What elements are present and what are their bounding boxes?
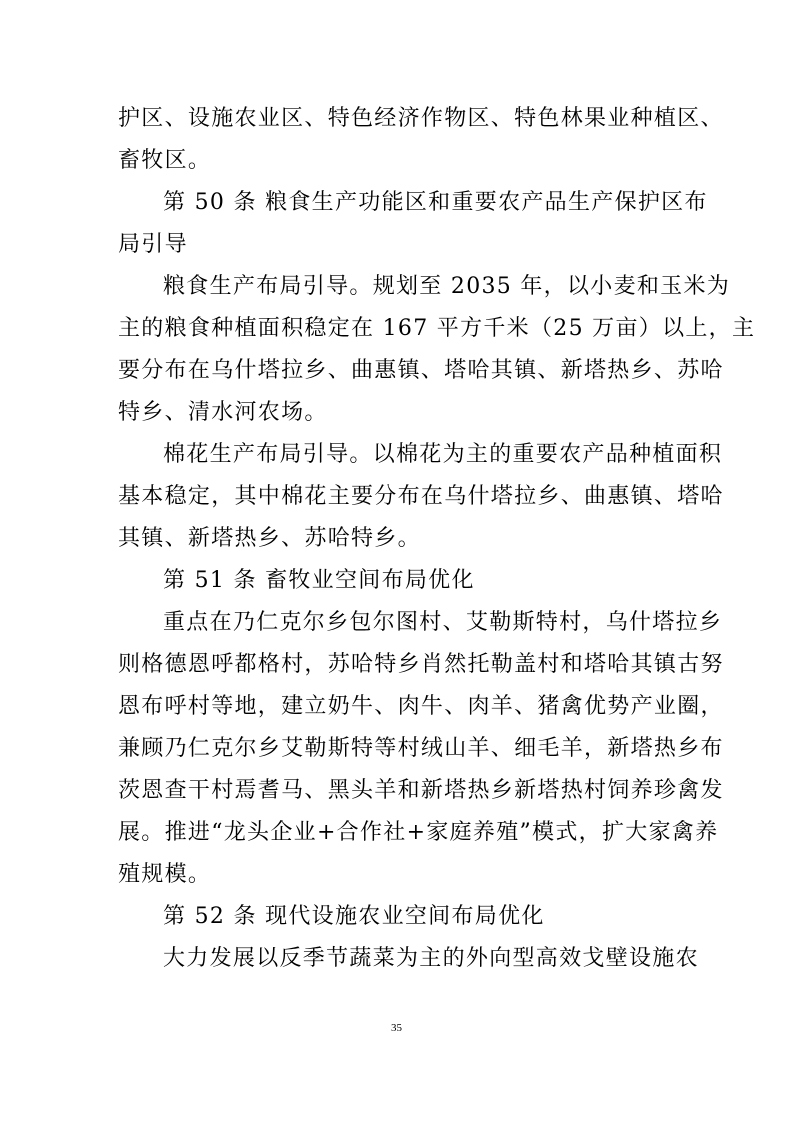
body-text-line: 兼顾乃仁克尔乡艾勒斯特等村绒山羊、细毛羊，新塔热乡布: [118, 736, 724, 761]
body-text-line: 畜牧区。: [118, 148, 212, 173]
body-text-line: 重点在乃仁克尔乡包尔图村、艾勒斯特村，乌什塔拉乡: [163, 610, 723, 635]
article-50-heading: 第 50 条 粮食生产功能区和重要农产品生产保护区布: [163, 190, 708, 215]
body-text-line: 大力发展以反季节蔬菜为主的外向型高效戈壁设施农: [163, 946, 699, 971]
body-text-line: 殖规模。: [118, 862, 212, 887]
body-text-line: 茨恩查干村焉耆马、黑头羊和新塔热乡新塔热村饲养珍禽发: [118, 778, 724, 803]
body-text-line: 其镇、新塔热乡、苏哈特乡。: [118, 526, 421, 551]
body-text-line: 展。推进“龙头企业+合作社+家庭养殖”模式，扩大家禽养: [118, 820, 719, 845]
article-50-heading-continued: 局引导: [118, 232, 188, 257]
body-text-line: 要分布在乌什塔拉乡、曲惠镇、塔哈其镇、新塔热乡、苏哈: [118, 358, 724, 383]
body-text-line: 粮食生产布局引导。规划至 2035 年，以小麦和玉米为: [163, 274, 731, 299]
body-text-line: 护区、设施农业区、特色经济作物区、特色林果业种植区、: [118, 106, 724, 131]
article-51-heading: 第 51 条 畜牧业空间布局优化: [163, 568, 475, 593]
body-text-line: 棉花生产布局引导。以棉花为主的重要农产品种植面积: [163, 442, 723, 467]
article-52-heading: 第 52 条 现代设施农业空间布局优化: [163, 904, 545, 929]
page-number: 35: [391, 1022, 402, 1034]
body-text-line: 恩布呼村等地，建立奶牛、肉牛、肉羊、猪禽优势产业圈，: [118, 694, 724, 719]
body-text-line: 特乡、清水河农场。: [118, 400, 328, 425]
body-text-line: 则格德恩呼都格村，苏哈特乡肖然托勒盖村和塔哈其镇古努: [118, 652, 724, 677]
body-text-line: 基本稳定，其中棉花主要分布在乌什塔拉乡、曲惠镇、塔哈: [118, 484, 724, 509]
body-text-line: 主的粮食种植面积稳定在 167 平方千米（25 万亩）以上，主: [118, 316, 756, 341]
